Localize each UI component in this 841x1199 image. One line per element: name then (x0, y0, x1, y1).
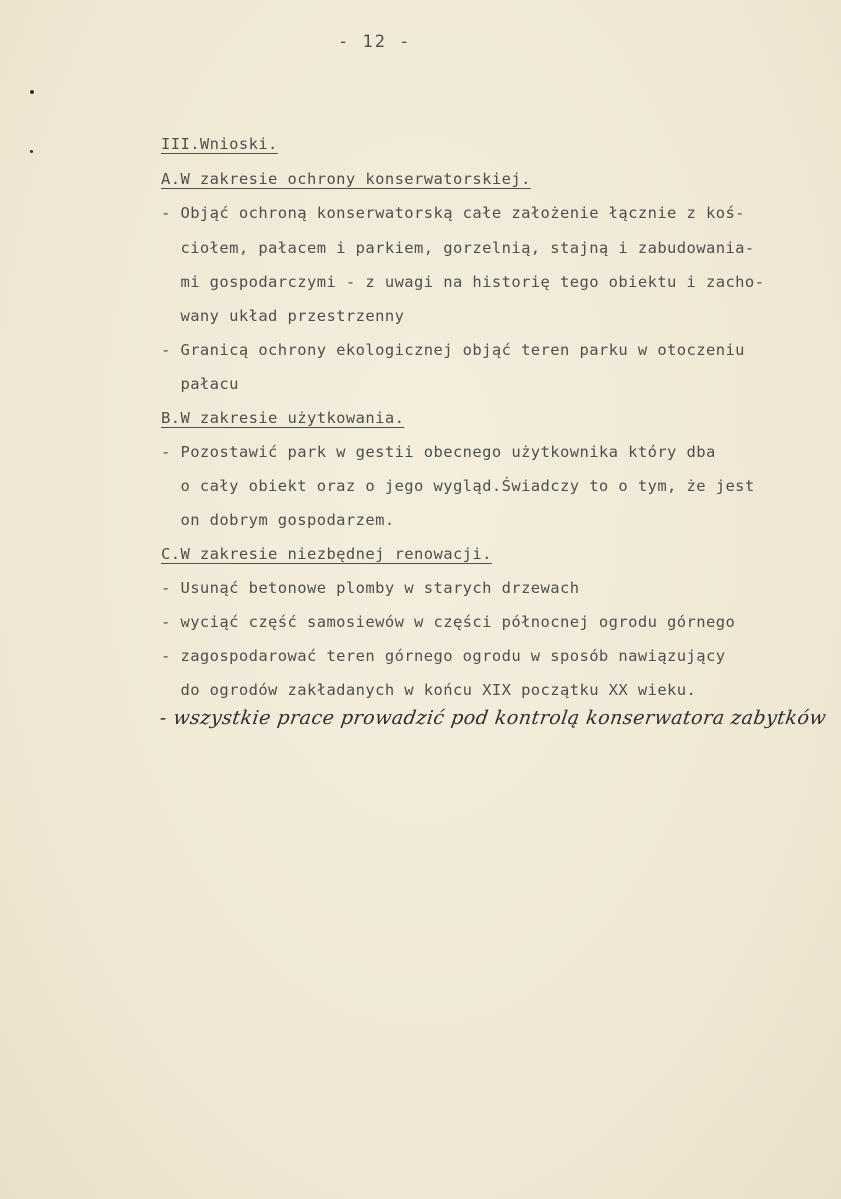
section-a-line: - Granicą ochrony ekologicznej objąć teren parku w otoczeniu (161, 341, 745, 359)
margin-mark (30, 90, 34, 94)
section-a-line: - Objąć ochroną konserwatorską całe założenie łącznie z koś- (161, 204, 745, 222)
section-c-heading: C.W zakresie niezbędnej renowacji. (161, 545, 492, 563)
section-a-line: wany układ przestrzenny (161, 307, 405, 325)
section-b-heading: B.W zakresie użytkowania. (161, 409, 405, 427)
margin-mark (30, 150, 33, 153)
section-a-line: pałacu (161, 375, 239, 393)
section-c-line: - wyciąć część samosiewów w części północnej ogrodu górnego (161, 613, 736, 631)
section-c-line: - zagospodarować teren górnego ogrodu w sposób nawiązujący (161, 647, 726, 665)
section-b-line: on dobrym gospodarzem. (161, 511, 395, 529)
page-number: - 12 - (338, 32, 412, 52)
section-a-line: ciołem, pałacem i parkiem, gorzelnią, stajną i zabudowania- (161, 239, 755, 257)
section-b-line: - Pozostawić park w gestii obecnego użytkownika który dba (161, 443, 716, 461)
section-a-line: mi gospodarczymi - z uwagi na historię tego obiektu i zacho- (161, 273, 765, 291)
section-c-line: do ogrodów zakładanych w końcu XIX początku XX wieku. (161, 681, 697, 699)
section-b-line: o cały obiekt oraz o jego wygląd.Świadczy to o tym, że jest (161, 477, 755, 495)
section-a-heading: A.W zakresie ochrony konserwatorskiej. (161, 170, 531, 188)
section-c-line: - Usunąć betonowe plomby w starych drzewach (161, 579, 580, 597)
section-title: III.Wnioski. (161, 135, 278, 153)
handwritten-note: - wszystkie prace prowadzić pod kontrolą konserwatora zabytków (158, 707, 828, 729)
